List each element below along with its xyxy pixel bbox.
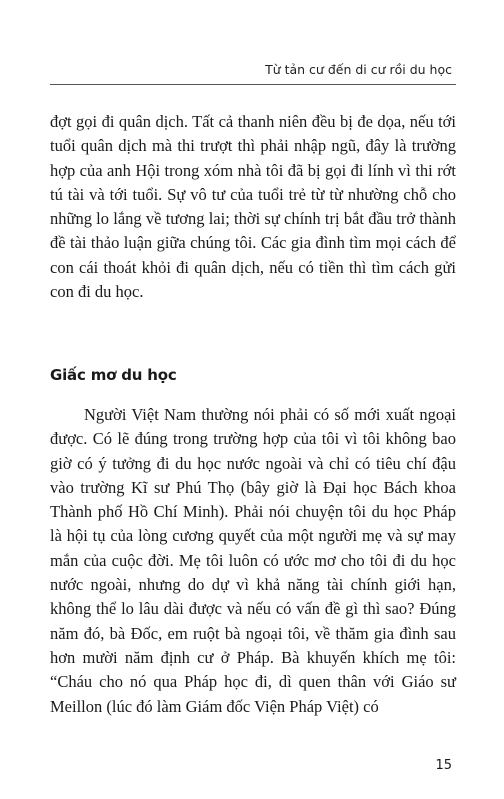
paragraph-2: Người Việt Nam thường nói phải có số mới xuất ngoại được. Có lẽ đúng trong trường hợp của tôi vì tôi không bao giờ có ý tưởng đi du học nước ngoài và chỉ có tiêu chí đậu vào trường Kĩ sư Phú Thọ (bây giờ là Đại học Bách khoa Thành phố Hồ Chí Minh). Phải nói chuyện tôi du học Pháp là hội tụ của lòng cương quyết của một người mẹ và sự may mắn của cuộc đời. Mẹ tôi luôn có ước mơ cho tôi đi du học nước ngoài, nhưng do dự vì khả năng tài chính giới hạn, không thể lo lâu dài được và nếu có vấn đề gì thì sao? Đúng năm đó, bà Đốc, em ruột bà ngoại tôi, về thăm gia đình sau hơn mười năm định cư ở Pháp. Bà khuyến khích mẹ tôi: “Cháu cho nó qua Pháp học đi, dì quen thân với Giáo sư Meillon (lúc đó làm Giám đốc Viện Pháp Việt) có	[50, 405, 456, 716]
paragraph-1: đợt gọi đi quân dịch. Tất cả thanh niên đều bị đe dọa, nếu tới tuổi quân dịch mà thi trượt thì phải nhập ngũ, đây là trường hợp của anh Hội trong xóm nhà tôi đã bị gọi đi lính vì thi rớt tú tài và tới tuổi. Sự vô tư của tuổi trẻ từ từ nhường chỗ cho những lo lắng về tương lai; thời sự chính trị bắt đầu trở thành đề tài thảo luận giữa chúng tôi. Các gia đình tìm mọi cách để con cái thoát khỏi đi quân dịch, nếu có tiền thì tìm cách gửi con đi du học.	[50, 112, 456, 302]
section-heading: Giấc mơ du học	[50, 366, 177, 384]
header-rule	[50, 84, 456, 85]
running-header: Từ tản cư đến di cư rồi du học	[265, 62, 452, 77]
page-number: 15	[435, 758, 452, 773]
